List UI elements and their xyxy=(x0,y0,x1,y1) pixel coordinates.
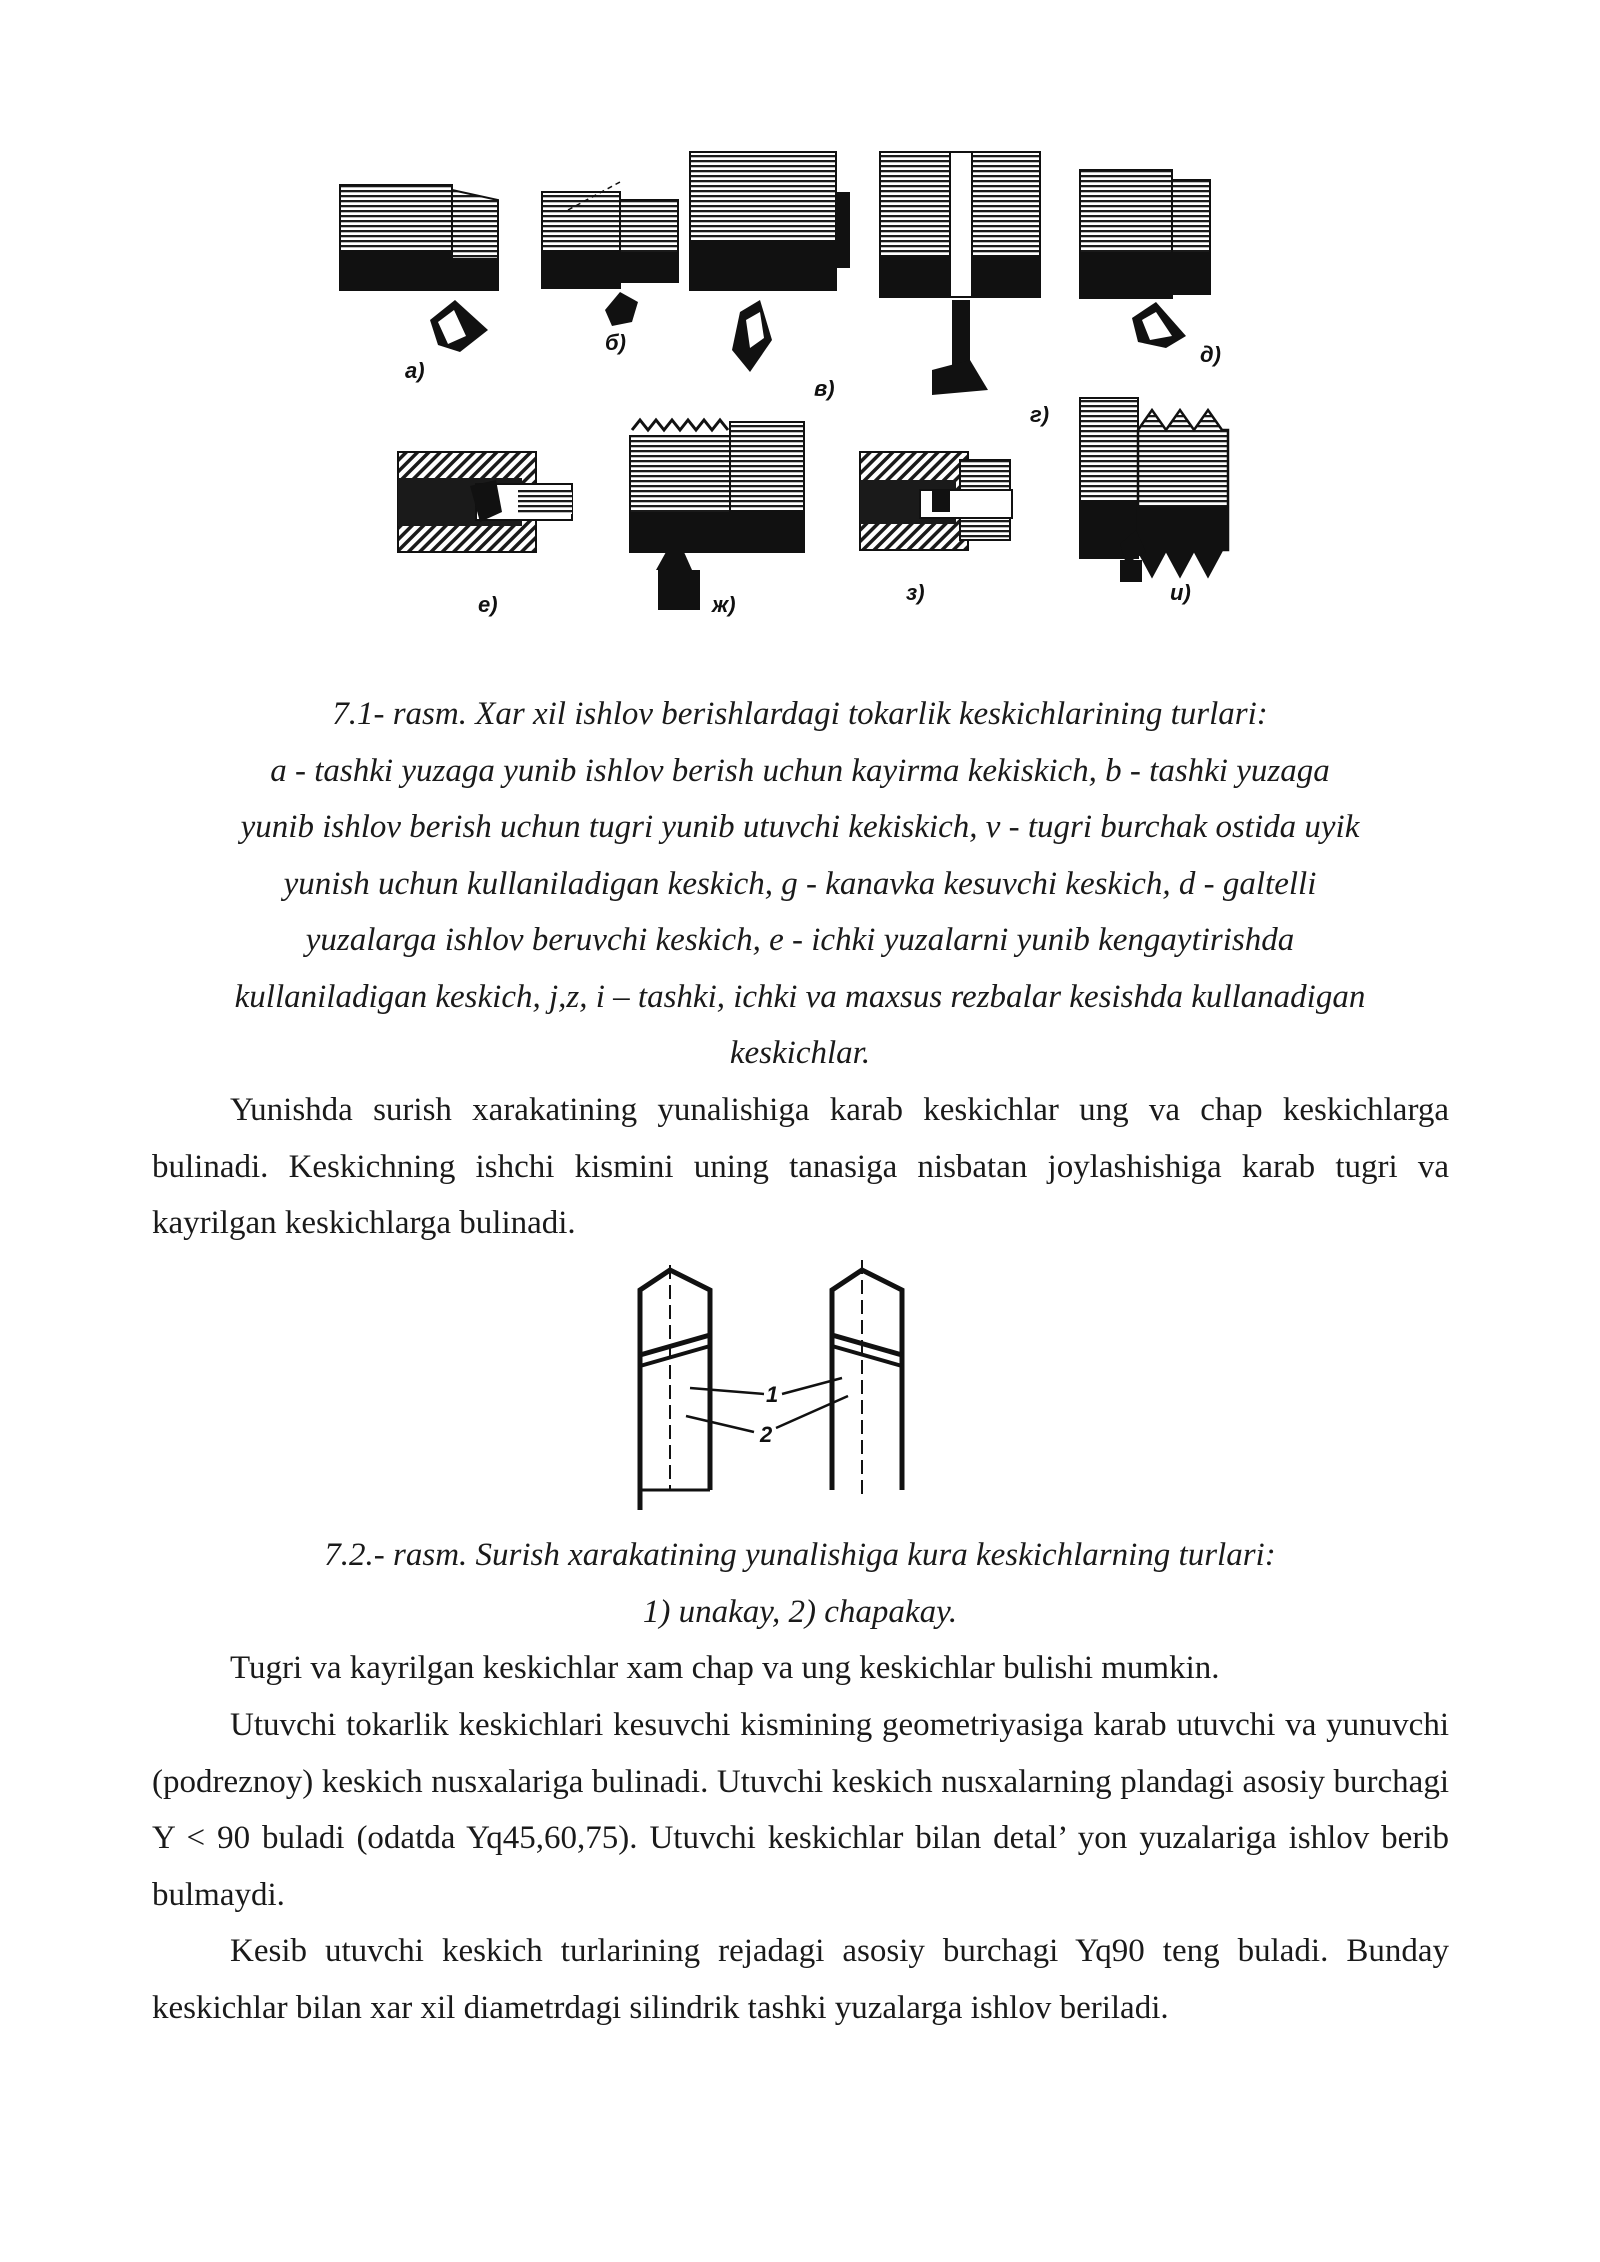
figure-label-i: и) xyxy=(1170,580,1191,605)
caption-line: a - tashki yuzaga yunib ishlov berish uchun kayirma kekiskich, b - tashki yuzaga xyxy=(270,752,1330,789)
callout-label-2: 2 xyxy=(760,1422,773,1447)
tool-sketch-v xyxy=(690,152,850,372)
tool-sketch-g xyxy=(880,152,1040,395)
tool-sketch-d xyxy=(1080,170,1210,348)
figure-label-g: г) xyxy=(1030,402,1050,427)
cutter-sketch-left xyxy=(640,1265,710,1510)
figure-label-zh: ж) xyxy=(712,592,736,617)
figure-label-v: в) xyxy=(814,376,835,401)
tool-sketch-i xyxy=(1080,398,1228,582)
figure-label-a: а) xyxy=(405,358,425,383)
caption-line: kullaniladigan keskich, j,z, i – tashki, ichki va maxsus rezbalar kesishda kullanadigan xyxy=(234,978,1366,1015)
tool-sketch-z xyxy=(860,452,1012,550)
caption-line: 7.2.- rasm. Surish xarakatining yunalishiga kura keskichlarning turlari: xyxy=(324,1537,1276,1573)
figure-label-b: б) xyxy=(605,330,626,355)
figure-caption-7-2 xyxy=(150,1527,1450,1640)
figure-label-e: е) xyxy=(478,592,498,617)
caption-line: yunish uchun kullaniladigan keskich, g - kanavka kesuvchi keskich, d - galtelli xyxy=(283,865,1317,902)
tool-sketch-a xyxy=(340,185,498,352)
caption-line: 1) unakay, 2) chapakay. xyxy=(642,1593,958,1630)
cutter-sketch-right xyxy=(832,1260,902,1500)
figure-cutter-directions xyxy=(600,1260,940,1520)
body-paragraph: Utuvchi tokarlik keskichlari kesuvchi kismining geometriyasiga karab utuvchi va yunuvchi (podreznoy) keskich nusxalariga bulinadi. Utuvchi keskich nusxalarning plandagi asosiy burchagi Y < 90 buladi (odatda Yq45,60,75). Utuvchi keskichlar bilan detal’ yon yuzalariga ishlov berib bulmaydi. xyxy=(152,1707,1449,1913)
figure-label-z: з) xyxy=(906,580,925,605)
figure-label-d: д) xyxy=(1200,342,1221,367)
body-paragraph: Yunishda surish xarakatining yunalishiga karab keskichlar ung va chap keskichlarga bulinadi. Keskichning ishchi kismini uning tanasiga nisbatan joylashishiga karab tugri va kayrilgan keskichlarga bulinadi. xyxy=(152,1092,1449,1241)
body-paragraph: Kesib utuvchi keskich turlarining rejadagi asosiy burchagi Yq90 teng buladi. Bunday keskichlar bilan xar xil diametrdagi silindrik tashki yuzalarga ishlov beriladi. xyxy=(152,1933,1449,2026)
figure-caption-7-1 xyxy=(150,686,1450,1082)
caption-line: yunib ishlov berish uchun tugri yunib utuvchi kekiskich, v - tugri burchak ostida uyik xyxy=(240,809,1360,845)
caption-line: 7.1- rasm. Xar xil ishlov berishlardagi tokarlik keskichlarining turlari: xyxy=(332,696,1268,732)
body-paragraph: Tugri va kayrilgan keskichlar xam chap va ung keskichlar bulishi mumkin. xyxy=(230,1650,1220,1686)
caption-line: keskichlar. xyxy=(729,1035,871,1071)
tool-sketch-zh xyxy=(630,420,804,610)
figure-turning-tools xyxy=(320,140,1320,620)
tool-sketch-e xyxy=(398,452,572,552)
callout-label-1: 1 xyxy=(766,1382,779,1407)
caption-line: yuzalarga ishlov beruvchi keskich, e - ichki yuzalarni yunib kengaytirishda xyxy=(305,922,1295,958)
tool-sketch-b xyxy=(542,182,678,326)
